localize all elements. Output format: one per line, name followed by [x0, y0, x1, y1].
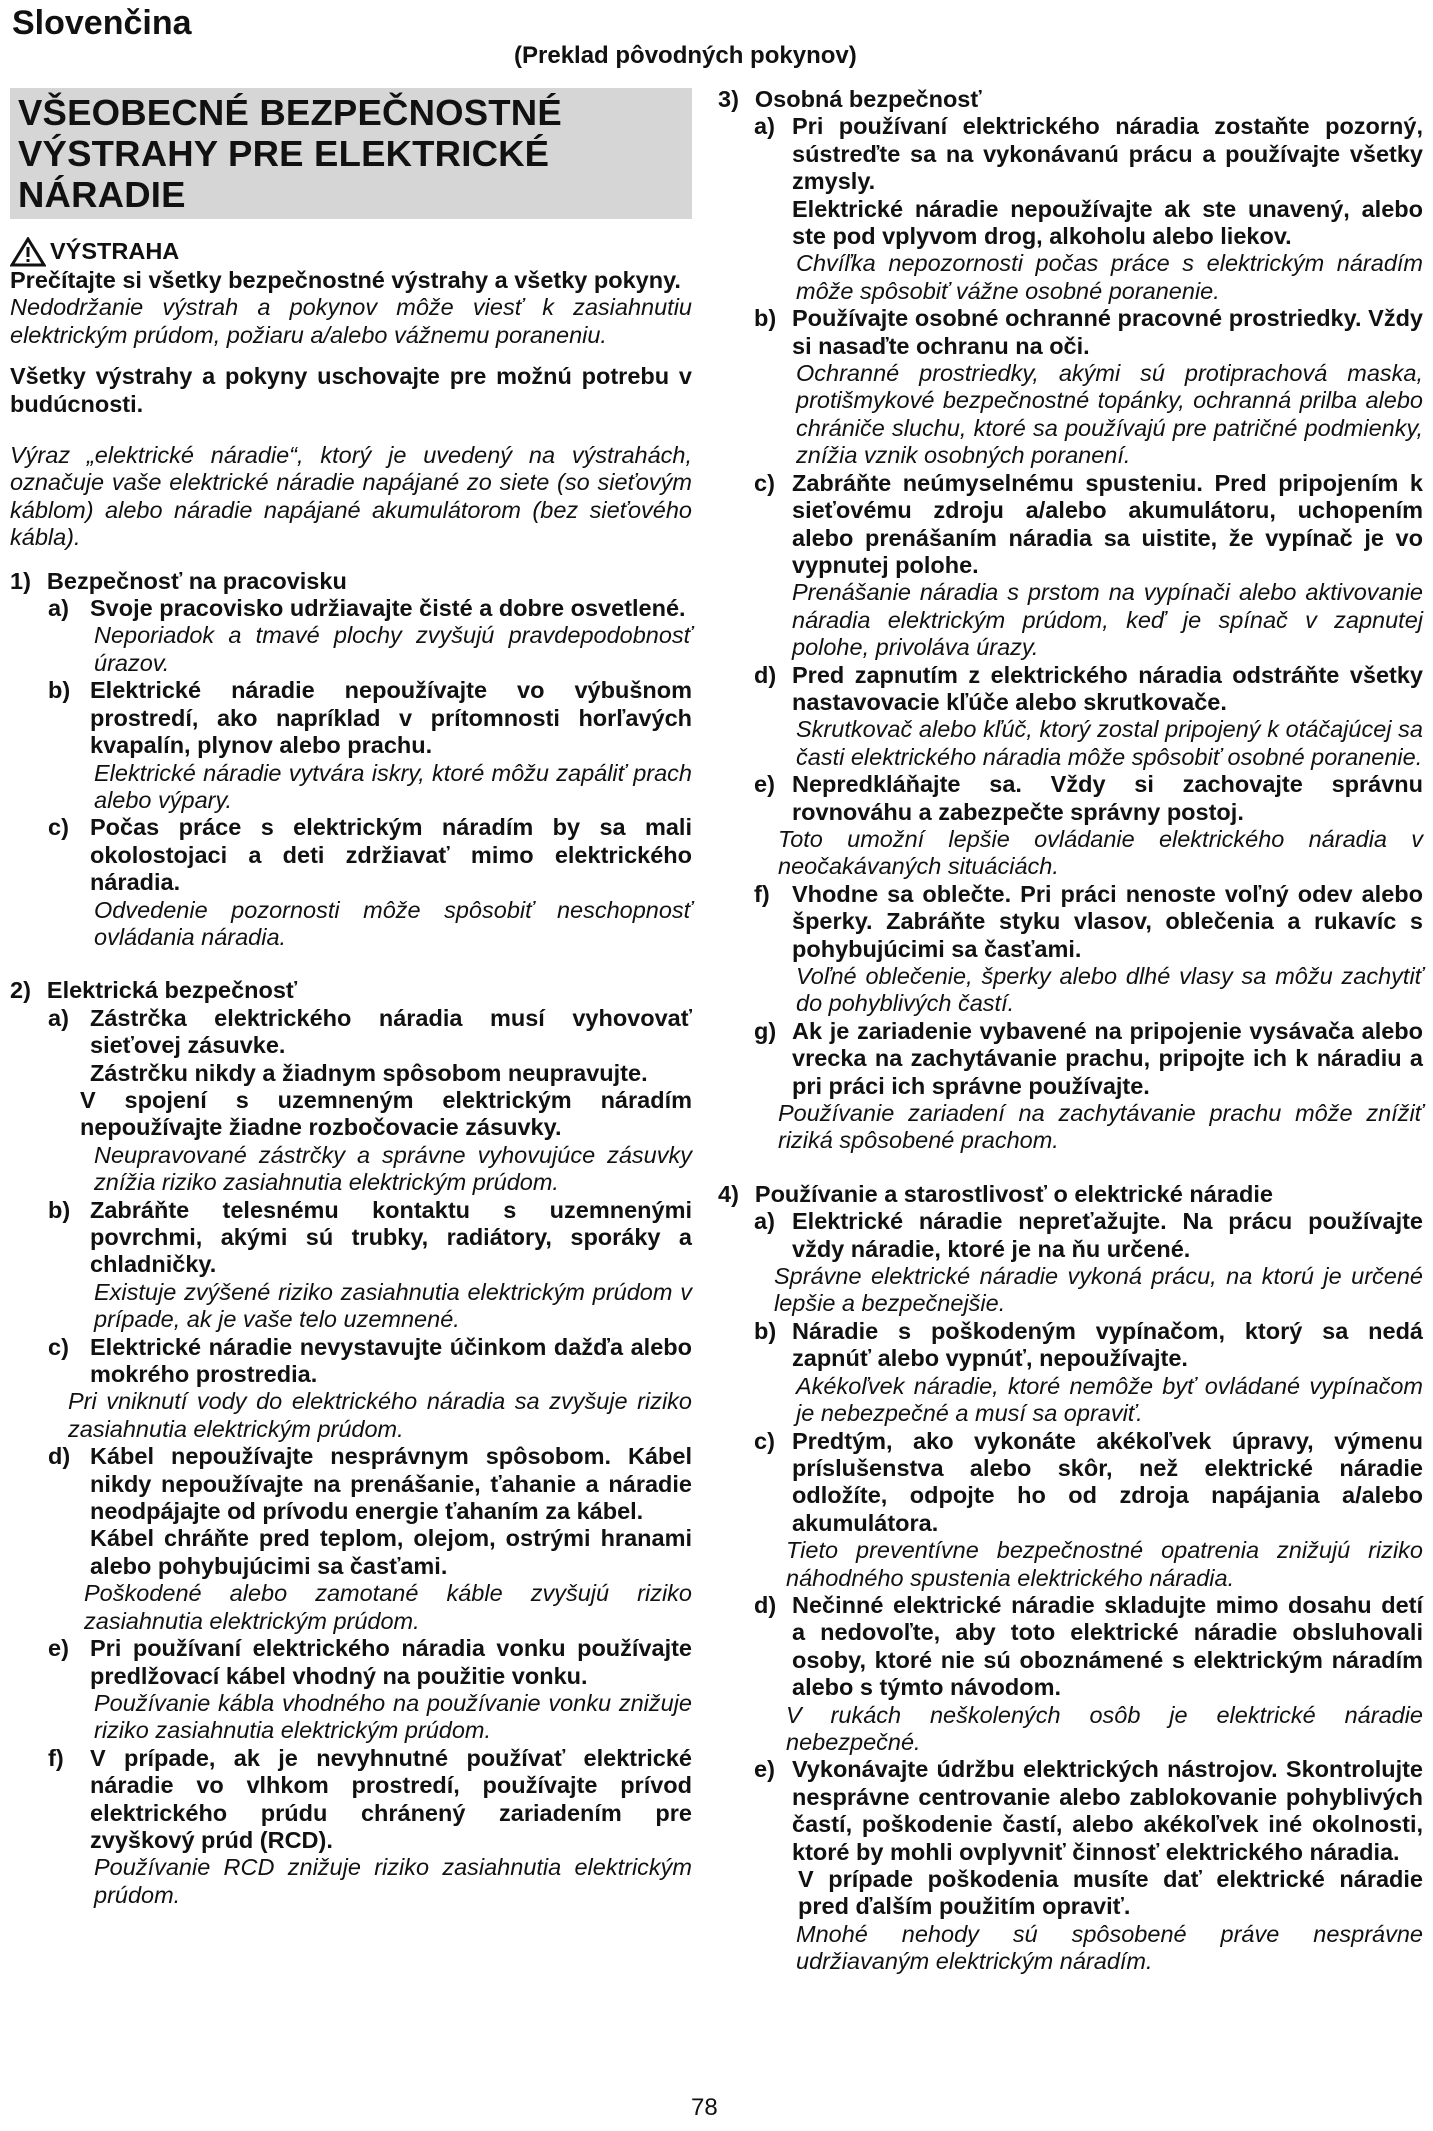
item-bold-text: Náradie s poškodeným vypínačom, ktorý sa nedá zapnúť alebo vypnúť, nepoužívajte. — [792, 1317, 1423, 1372]
item-italic-text: Existuje zvýšené riziko zasiahnutia elektrickým prúdom v prípade, ak je vaše telo uzemnené. — [94, 1278, 692, 1333]
warning-triangle-icon — [10, 237, 46, 267]
item-label: d) — [754, 661, 777, 688]
item-bold-text: Zabráňte neúmyselnému spusteniu. Pred pripojením k sieťovému zdroju a/alebo akumulátoru, uchopením alebo prenášaním náradia sa uistite, že vypínač je vo vypnutej polohe. — [792, 469, 1423, 578]
item-label: c) — [754, 1427, 775, 1454]
list-item — [10, 1197, 692, 1279]
item-italic-text: V rukách neškolených osôb je elektrické náradie nebezpečné. — [786, 1701, 1423, 1755]
item-label: b) — [754, 305, 777, 332]
item-label: e) — [754, 1756, 775, 1783]
definition-text: Výraz „elektrické náradie“, ktorý je uvedený na výstrahách, označuje vaše elektrické náradie napájané zo siete (so sieťovým káblom) alebo náradie napájané akumulátorom (bez sieťového kábla). — [10, 442, 692, 551]
warning-label: VÝSTRAHA — [50, 238, 180, 265]
item-italic-text: Poškodené alebo zamotané káble zvyšujú riziko zasiahnutia elektrickým prúdom. — [84, 1580, 692, 1634]
title-line-3: NÁRADIE — [18, 174, 186, 215]
item-bold-text: V prípade, ak je nevyhnutné používať elektrické náradie vo vlhkom prostredí, používajte prívod elektrického prúdu chránený zariadením pre zvyškový prúd (RCD). — [90, 1744, 692, 1853]
item-italic-text: Odvedenie pozornosti môže spôsobiť neschopnosť ovládania náradia. — [94, 896, 692, 950]
list-item — [718, 1208, 1423, 1263]
item-bold-text: Počas práce s elektrickým náradím by sa mali okolostojaci a deti zdržiavať mimo elektrického náradia. — [90, 814, 692, 896]
list-item — [718, 305, 1423, 360]
item-italic-text: Elektrické náradie vytvára iskry, ktoré môžu zapáliť prach alebo výpary. — [94, 759, 692, 813]
list-item — [10, 1635, 692, 1690]
item-label: c) — [48, 814, 69, 841]
item-label: f) — [754, 880, 770, 907]
item-bold-text: Elektrické náradie nevystavujte účinkom dažďa alebo mokrého prostredia. — [90, 1333, 692, 1388]
item-label: c) — [48, 1333, 69, 1360]
item-italic-text: Toto umožní lepšie ovládanie elektrického náradia v neočakávaných situáciách. — [778, 825, 1423, 880]
item-bold-text: Predtým, ako vykonáte akékoľvek úpravy, výmenu príslušenstva alebo skôr, než elektrické náradie odložíte, odpojte ho od zdroja napájania a/alebo akumulátora. — [792, 1427, 1423, 1536]
section-title: Bezpečnosť na pracovisku — [46, 567, 347, 594]
item-label: c) — [754, 469, 775, 496]
item-italic-text: Chvíľka nepozornosti počas práce s elektrickým náradím môže spôsobiť vážne osobné poranenie. — [796, 250, 1423, 304]
item-label: a) — [48, 595, 69, 622]
list-item — [718, 1592, 1423, 1702]
item-label: d) — [48, 1443, 71, 1470]
item-bold-text: Používajte osobné ochranné pracovné prostriedky. Vždy si nasaďte ochranu na oči. — [792, 305, 1423, 359]
item-bold-text: Elektrické náradie nepoužívajte ak ste unavený, alebo ste pod vplyvom drog, alkoholu alebo liekov. — [792, 195, 1423, 250]
warning-bold-text: Prečítajte si všetky bezpečnostné výstrahy a všetky pokyny. — [10, 267, 681, 293]
section-title: Osobná bezpečnosť — [754, 86, 982, 112]
section-number: 3) — [718, 86, 739, 112]
right-column — [718, 84, 1423, 1976]
list-item — [10, 1745, 692, 1855]
list-item — [10, 1334, 692, 1389]
warning-italic-text: Nedodržanie výstrah a pokynov môže viesť k zasiahnutiu elektrickým prúdom, požiaru a/alebo vážnemu poraneniu. — [10, 294, 692, 348]
item-label: e) — [48, 1635, 69, 1662]
list-item — [10, 814, 692, 896]
item-label: g) — [754, 1017, 777, 1044]
item-italic-text: Používanie zariadení na zachytávanie prachu môže znížiť riziká spôsobené prachom. — [778, 1100, 1423, 1154]
page-title — [10, 88, 692, 219]
page-number: 78 — [691, 2094, 718, 2121]
item-italic-text: Neporiadok a tmavé plochy zvyšujú pravdepodobnosť úrazov. — [94, 622, 692, 676]
list-item — [718, 771, 1423, 826]
item-italic-text: Tieto preventívne bezpečnostné opatrenia znižujú riziko náhodného spustenia elektrického náradia. — [786, 1537, 1423, 1591]
item-label: e) — [754, 771, 775, 798]
language-heading: Slovenčina — [12, 4, 192, 42]
list-item — [10, 677, 692, 759]
item-label: a) — [48, 1004, 69, 1031]
item-label: b) — [754, 1317, 777, 1344]
list-item — [718, 1018, 1423, 1100]
item-bold-text: V spojení s uzemneným elektrickým náradím nepoužívajte žiadne rozbočovacie zásuvky. — [80, 1086, 692, 1141]
item-label: a) — [754, 1208, 775, 1235]
list-item — [718, 662, 1423, 717]
list-item — [10, 1005, 692, 1060]
warning-heading — [10, 237, 692, 267]
section-number: 4) — [718, 1180, 739, 1207]
item-bold-text: Vykonávajte údržbu elektrických nástrojov. Skontrolujte nesprávne centrovanie alebo zablokovanie pohyblivých častí, poškodenie častí, alebo akékoľvek iné okolnosti, ktoré by mohli ovplyvniť činnosť elektrického náradia. — [792, 1756, 1423, 1865]
section-3-heading — [718, 86, 1423, 113]
item-label: b) — [48, 1196, 71, 1223]
item-bold-text: Pri používaní elektrického náradia zostaňte pozorný, sústreďte sa na vykonávanú prácu a používajte všetky zmysly. — [792, 113, 1423, 195]
item-bold-text: Nečinné elektrické náradie skladujte mimo dosahu detí a nedovoľte, aby toto elektrické náradie obsluhovali osoby, ktoré nie sú oboznámené s elektrickým náradím alebo s týmto návodom. — [792, 1591, 1423, 1701]
item-bold-text: Kábel chráňte pred teplom, olejom, ostrými hranami alebo pohybujúcimi sa časťami. — [90, 1525, 692, 1579]
item-label: f) — [48, 1744, 64, 1771]
item-label: d) — [754, 1591, 777, 1618]
list-item — [718, 113, 1423, 195]
item-italic-text: Voľné oblečenie, šperky alebo dlhé vlasy sa môžu zachytiť do pohyblivých častí. — [796, 963, 1423, 1017]
list-item — [718, 1318, 1423, 1373]
list-item — [10, 595, 692, 622]
keep-instructions: Všetky výstrahy a pokyny uschovajte pre možnú potrebu v budúcnosti. — [10, 363, 692, 417]
item-italic-text: Prenášanie náradia s prstom na vypínači alebo aktivovanie náradia elektrickým prúdom, keď je spínač v zapnutej polohe, privoláva úrazy. — [792, 579, 1423, 661]
section-2-heading — [10, 977, 692, 1004]
item-italic-text: Neupravované zástrčky a správne vyhovujúce zásuvky znížia riziko zasiahnutia elektrickým prúdom. — [94, 1141, 692, 1196]
item-bold-text: Zástrčku nikdy a žiadnym spôsobom neupravujte. — [90, 1059, 648, 1086]
title-line-1: VŠEOBECNÉ BEZPEČNOSTNÉ — [18, 92, 562, 133]
item-bold-text: Vhodne sa oblečte. Pri práci nenoste voľný odev alebo šperky. Zabráňte styku vlasov, oblečenia a rukavíc s pohybujúcimi sa časťami. — [792, 880, 1423, 962]
section-number: 1) — [10, 567, 31, 594]
title-line-2: VÝSTRAHY PRE ELEKTRICKÉ — [18, 133, 550, 174]
section-1-heading — [10, 568, 692, 595]
section-4-heading — [718, 1181, 1423, 1208]
item-label: b) — [48, 677, 71, 704]
item-bold-text: Elektrické náradie nepreťažujte. Na prácu používajte vždy náradie, ktoré je na ňu určené. — [792, 1208, 1423, 1262]
translation-note: (Preklad pôvodných pokynov) — [514, 42, 857, 69]
item-italic-text: Používanie RCD znižuje riziko zasiahnutia elektrickým prúdom. — [94, 1854, 692, 1908]
list-item — [718, 881, 1423, 963]
item-italic-text: Ochranné prostriedky, akými sú protiprachová maska, protišmykové bezpečnostné topánky, ochranná prilba alebo chrániče sluchu, ktoré sa používajú pre patričné podmienky, znížia vznik osobných poranení. — [796, 360, 1423, 469]
list-item — [10, 1443, 692, 1525]
item-bold-text: Pred zapnutím z elektrického náradia odstráňte všetky nastavovacie kľúče alebo skrutkovače. — [792, 661, 1423, 715]
item-italic-text: Správne elektrické náradie vykoná prácu, na ktorú je určené lepšie a bezpečnejšie. — [774, 1263, 1423, 1317]
section-title: Elektrická bezpečnosť — [46, 977, 298, 1004]
item-bold-text: Nepredkláňajte sa. Vždy si zachovajte správnu rovnováhu a zabezpečte správny postoj. — [792, 771, 1423, 825]
list-item — [718, 1428, 1423, 1538]
item-italic-text: Používanie kábla vhodného na používanie vonku znižuje riziko zasiahnutia elektrickým prúdom. — [94, 1689, 692, 1744]
item-bold-text: Zástrčka elektrického náradia musí vyhovovať sieťovej zásuvke. — [90, 1004, 692, 1059]
item-label: a) — [754, 113, 775, 140]
item-italic-text: Pri vniknutí vody do elektrického náradia sa zvyšuje riziko zasiahnutia elektrickým prúdom. — [68, 1388, 692, 1442]
item-bold-text: Ak je zariadenie vybavené na pripojenie vysávača alebo vrecka na zachytávanie prachu, pripojte ich k náradiu a pri práci ich správne používajte. — [792, 1017, 1423, 1099]
item-bold-text: Svoje pracovisko udržiavajte čisté a dobre osvetlené. — [90, 595, 686, 622]
section-title: Používanie a starostlivosť o elektrické náradie — [754, 1180, 1273, 1207]
item-bold-text: Pri používaní elektrického náradia vonku používajte predlžovací kábel vhodný na použitie vonku. — [90, 1635, 692, 1689]
item-italic-text: Akékoľvek náradie, ktoré nemôže byť ovládané vypínačom je nebezpečné a musí sa opraviť. — [796, 1372, 1423, 1427]
item-bold-text: Elektrické náradie nepoužívajte vo výbušnom prostredí, ako napríklad v prítomnosti horľavých kvapalín, plynov alebo prachu. — [90, 677, 692, 759]
list-item — [718, 1756, 1423, 1866]
list-item — [718, 470, 1423, 580]
item-bold-text: V prípade poškodenia musíte dať elektrické náradie pred ďalším použitím opraviť. — [798, 1866, 1423, 1920]
item-bold-text: Kábel nepoužívajte nesprávnym spôsobom. Kábel nikdy nepoužívajte na prenášanie, ťahanie a náradie neodpájajte od prívodu energie ťahaním za kábel. — [90, 1443, 692, 1525]
left-column — [10, 88, 692, 1909]
item-italic-text: Skrutkovač alebo kľúč, ktorý zostal pripojený k otáčajúcej sa časti elektrického náradia môže spôsobiť osobné poranenie. — [796, 716, 1423, 770]
item-bold-text: Zabráňte telesnému kontaktu s uzemnenými povrchmi, akými sú trubky, radiátory, sporáky a chladničky. — [90, 1196, 692, 1278]
section-number: 2) — [10, 977, 31, 1004]
item-italic-text: Mnohé nehody sú spôsobené práve nesprávne udržiavaným elektrickým náradím. — [796, 1920, 1423, 1975]
